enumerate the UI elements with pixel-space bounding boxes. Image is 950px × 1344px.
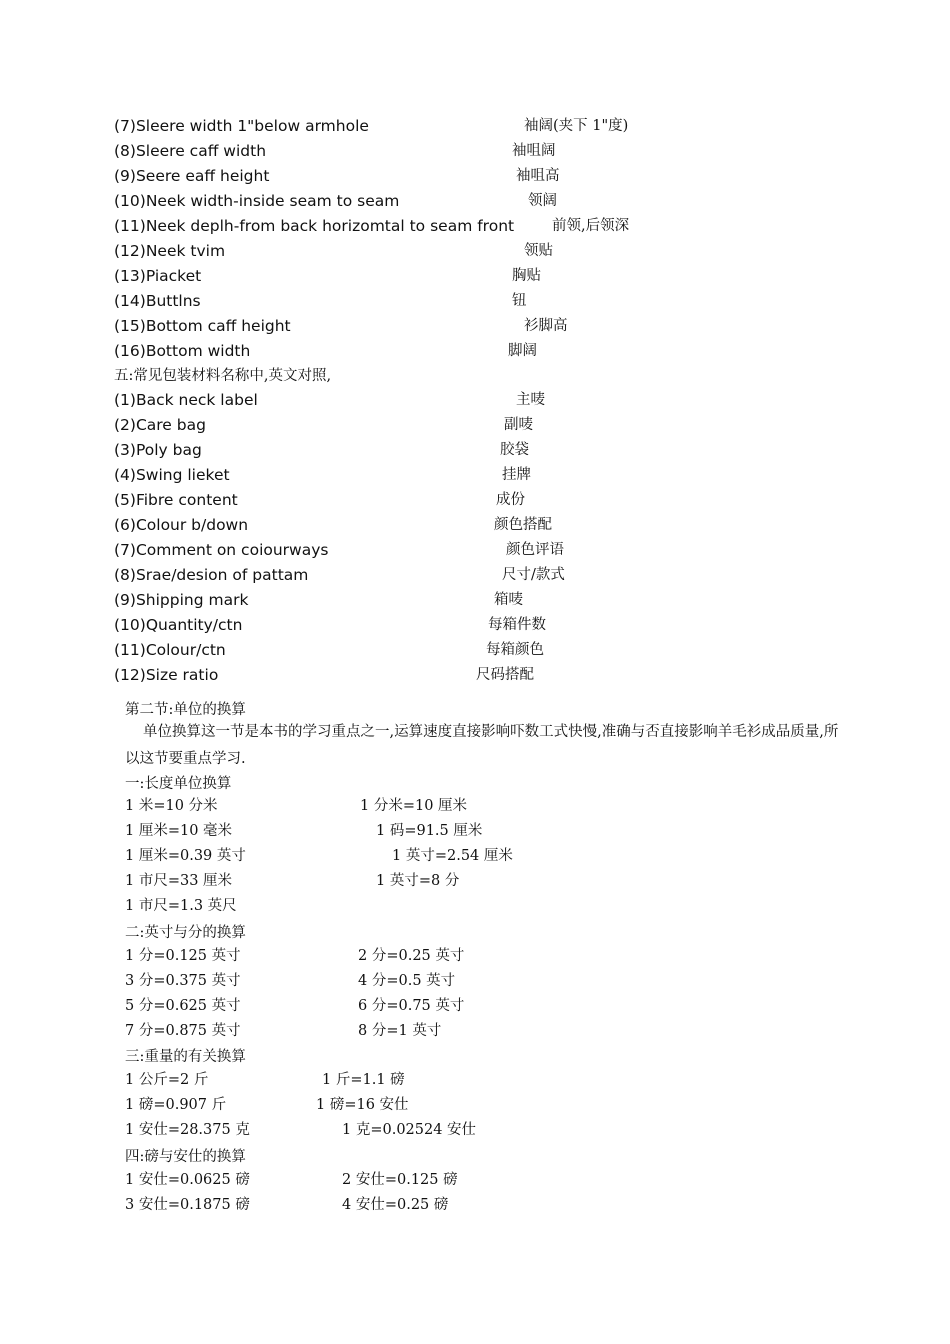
term-en: (7)Sleere width 1"below armhole [114, 117, 369, 135]
term-en: (2)Care bag [114, 416, 206, 434]
pound-ounce-title: 四:磅与安仕的换算 [125, 1149, 246, 1165]
term-en: (3)Poly bag [114, 441, 202, 459]
conversion-right: 1 斤=1.1 磅 [322, 1072, 405, 1088]
term-cn: 衫脚高 [524, 318, 568, 334]
conversion-left: 1 分=0.125 英寸 [125, 948, 241, 964]
term-cn: 颜色评语 [506, 542, 564, 558]
term-cn: 成份 [496, 492, 525, 508]
term-cn: 领贴 [524, 243, 553, 259]
conversion-left: 1 公斤=2 斤 [125, 1072, 209, 1088]
conversion-right: 1 克=0.02524 安仕 [342, 1122, 477, 1138]
term-cn: 前领,后领深 [552, 218, 630, 234]
conversion-left: 3 分=0.375 英寸 [125, 973, 241, 989]
term-en: (5)Fibre content [114, 491, 238, 509]
term-en: (1)Back neck label [114, 391, 258, 409]
section2-title: 第二节:单位的换算 [125, 702, 246, 718]
conversion-right: 4 安仕=0.25 磅 [342, 1197, 449, 1213]
conversion-right: 1 分米=10 厘米 [360, 798, 468, 814]
term-cn: 胸贴 [512, 268, 541, 284]
conversion-left: 5 分=0.625 英寸 [125, 998, 241, 1014]
term-cn: 袖咀阔 [512, 143, 556, 159]
section5-title: 五:常见包装材料名称中,英文对照, [114, 368, 332, 384]
term-en: (15)Bottom caff height [114, 317, 291, 335]
term-en: (12)Size ratio [114, 666, 219, 684]
term-en: (13)Piacket [114, 267, 202, 285]
term-en: (8)Srae/desion of pattam [114, 566, 309, 584]
term-en: (14)Buttlns [114, 292, 201, 310]
conversion-right: 8 分=1 英寸 [358, 1023, 442, 1039]
conversion-left: 7 分=0.875 英寸 [125, 1023, 241, 1039]
conversion-right: 1 英寸=2.54 厘米 [392, 848, 513, 864]
term-en: (9)Seere eaff height [114, 167, 270, 185]
term-en: (11)Colour/ctn [114, 641, 226, 659]
term-cn: 钮 [512, 293, 527, 309]
term-cn: 脚阔 [508, 343, 537, 359]
conversion-left: 1 厘米=10 毫米 [125, 823, 233, 839]
term-en: (6)Colour b/down [114, 516, 249, 534]
weight-title: 三:重量的有关换算 [125, 1049, 246, 1065]
term-cn: 胶袋 [500, 442, 529, 458]
term-cn: 挂牌 [502, 467, 531, 483]
term-cn: 箱唛 [494, 592, 523, 608]
term-cn: 尺码搭配 [476, 667, 534, 683]
conversion-left: 1 市尺=1.3 英尺 [125, 898, 237, 914]
conversion-left: 3 安仕=0.1875 磅 [125, 1197, 250, 1213]
intro-paragraph: 单位换算这一节是本书的学习重点之一,运算速度直接影响吓数工式快慢,准确与否直接影响羊毛衫成品质量,所以这节要重点学习. [125, 724, 839, 767]
term-en: (10)Neek width-inside seam to seam [114, 192, 400, 210]
term-cn: 主唛 [516, 392, 545, 408]
conversion-right: 2 分=0.25 英寸 [358, 948, 465, 964]
conversion-left: 1 米=10 分米 [125, 798, 218, 814]
term-en: (4)Swing lieket [114, 466, 230, 484]
conversion-right: 4 分=0.5 英寸 [358, 973, 456, 989]
conversion-left: 1 安仕=28.375 克 [125, 1122, 250, 1138]
conversion-left: 1 市尺=33 厘米 [125, 873, 233, 889]
term-en: (9)Shipping mark [114, 591, 249, 609]
term-cn: 每箱颜色 [486, 642, 544, 658]
term-en: (8)Sleere caff width [114, 142, 267, 160]
term-en: (7)Comment on coiourways [114, 541, 329, 559]
term-cn: 袖咀高 [516, 168, 560, 184]
length-title: 一:长度单位换算 [125, 776, 232, 792]
term-en: (10)Quantity/ctn [114, 616, 243, 634]
conversion-right: 1 英寸=8 分 [376, 873, 460, 889]
term-en: (16)Bottom width [114, 342, 251, 360]
term-cn: 副唛 [504, 417, 533, 433]
conversion-right: 1 磅=16 安仕 [316, 1097, 409, 1113]
term-cn: 颜色搭配 [494, 517, 552, 533]
conversion-left: 1 安仕=0.0625 磅 [125, 1172, 250, 1188]
inch-fen-title: 二:英寸与分的换算 [125, 925, 246, 941]
term-cn: 尺寸/款式 [502, 567, 565, 583]
conversion-left: 1 磅=0.907 斤 [125, 1097, 227, 1113]
conversion-left: 1 厘米=0.39 英寸 [125, 848, 246, 864]
term-cn: 袖阔(夹下 1"度) [524, 118, 629, 134]
conversion-right: 2 安仕=0.125 磅 [342, 1172, 458, 1188]
conversion-right: 1 码=91.5 厘米 [376, 823, 483, 839]
term-en: (12)Neek tvim [114, 242, 226, 260]
term-cn: 每箱件数 [488, 617, 546, 633]
term-cn: 领阔 [528, 193, 557, 209]
conversion-right: 6 分=0.75 英寸 [358, 998, 465, 1014]
term-en: (11)Neek deplh-from back horizomtal to seam front [114, 217, 515, 235]
